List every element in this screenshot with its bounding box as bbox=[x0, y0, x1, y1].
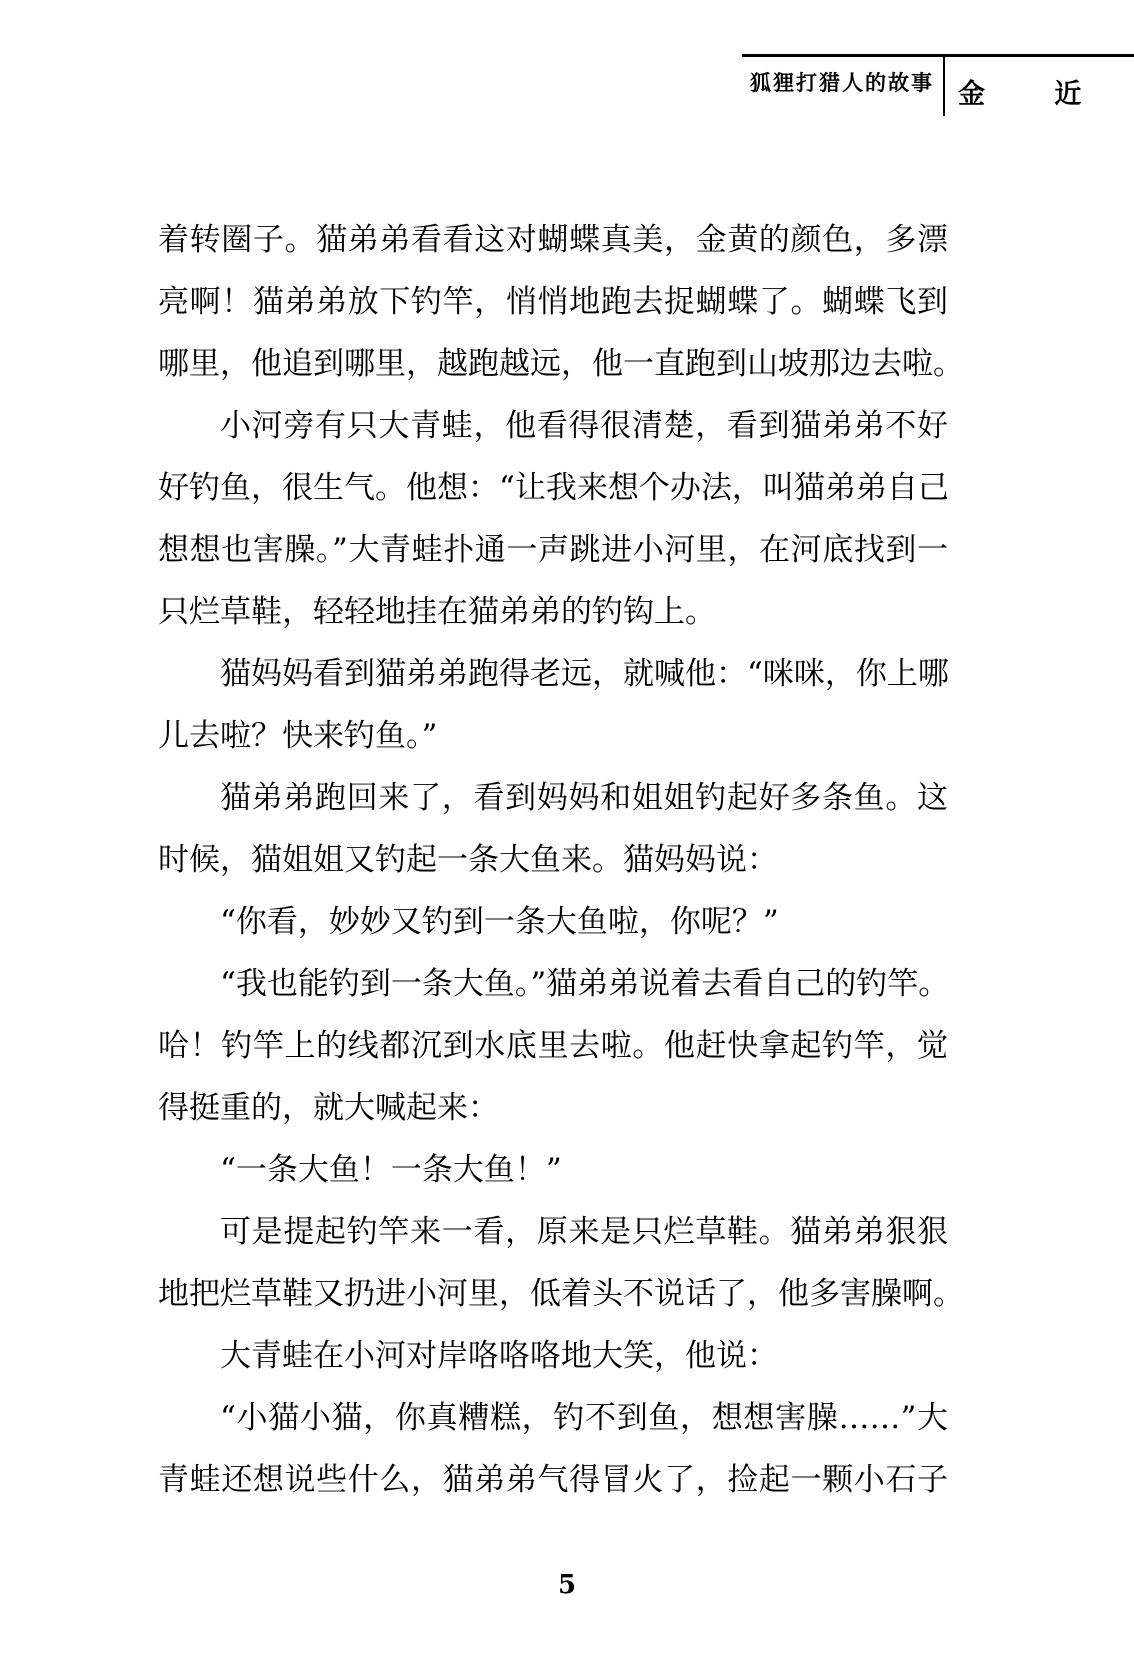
text-line: “一条大鱼！一条大鱼！” bbox=[220, 1152, 562, 1188]
text-line: 哪里，他追到哪里，越跑越远，他一直跑到山坡那边去啦。 bbox=[158, 346, 964, 382]
body-text bbox=[158, 212, 964, 1514]
text-line: 得挺重的，就大喊起来： bbox=[158, 1090, 499, 1126]
text-line: 亮啊！猫弟弟放下钓竿，悄悄地跑去捉蝴蝶了。蝴蝶飞到 bbox=[158, 284, 948, 320]
text-line: 好钓鱼，很生气。他想：“让我来想个办法，叫猫弟弟自己 bbox=[158, 470, 949, 506]
running-head-book-title: 狐狸打猎人的故事 bbox=[750, 70, 934, 95]
text-line: 时候，猫姐姐又钓起一条大鱼来。猫妈妈说： bbox=[158, 842, 778, 878]
page-number: 5 bbox=[557, 1570, 577, 1600]
text-line: 着转圈子。猫弟弟看看这对蝴蝶真美，金黄的颜色，多漂 bbox=[158, 222, 948, 258]
text-line: 想想也害臊。”大青蛙扑通一声跳进小河里，在河底找到一 bbox=[158, 532, 948, 568]
header-rule bbox=[742, 54, 1134, 57]
text-line: 小河旁有只大青蛙，他看得很清楚，看到猫弟弟不好 bbox=[220, 408, 948, 444]
text-line: 猫弟弟跑回来了，看到妈妈和姐姐钓起好多条鱼。这 bbox=[220, 780, 948, 816]
text-line: 青蛙还想说些什么，猫弟弟气得冒火了，捡起一颗小石子 bbox=[158, 1462, 948, 1498]
text-line: “小猫小猫，你真糟糕，钓不到鱼，想想害臊……”大 bbox=[220, 1400, 948, 1436]
text-line: 可是提起钓竿来一看，原来是只烂草鞋。猫弟弟狠狠 bbox=[220, 1214, 948, 1250]
text-line: 猫妈妈看到猫弟弟跑得老远，就喊他：“咪咪，你上哪 bbox=[220, 656, 949, 692]
text-line: “我也能钓到一条大鱼。”猫弟弟说着去看自己的钓竿。 bbox=[220, 966, 950, 1002]
text-line: “你看，妙妙又钓到一条大鱼啦，你呢？” bbox=[220, 904, 779, 940]
header-divider bbox=[943, 54, 945, 116]
text-line: 大青蛙在小河对岸咯咯咯地大笑，他说： bbox=[220, 1338, 778, 1374]
text-line: 只烂草鞋，轻轻地挂在猫弟弟的钓钩上。 bbox=[158, 594, 716, 630]
text-line: 地把烂草鞋又扔进小河里，低着头不说话了，他多害臊啊。 bbox=[158, 1276, 964, 1312]
text-line: 儿去啦？快来钓鱼。” bbox=[158, 718, 438, 754]
text-line: 哈！钓竿上的线都沉到水底里去啦。他赶快拿起钓竿，觉 bbox=[158, 1028, 948, 1064]
running-head-author: 金 近 bbox=[958, 79, 1112, 110]
